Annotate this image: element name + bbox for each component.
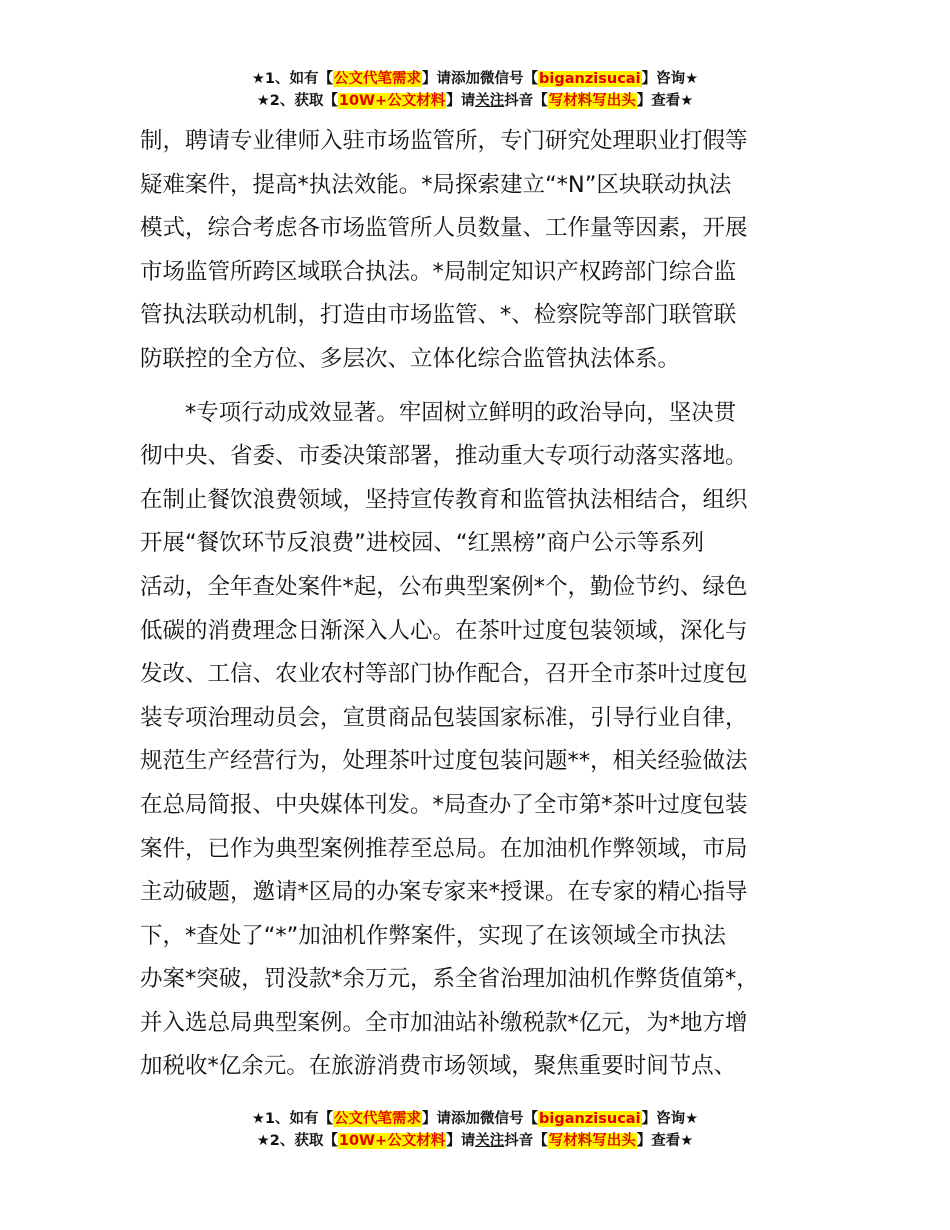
highlight-materials: 10W+公文材料 xyxy=(338,1133,446,1149)
paragraph-2 xyxy=(140,392,840,1090)
text-line: 规范生产经营行为，处理茶叶过度包装问题**，相关经验做法 xyxy=(140,748,748,775)
text-line: 发改、工信、农业农村等部门协作配合，召开全市茶叶过度包 xyxy=(140,661,748,688)
highlight-materials: 10W+公文材料 xyxy=(338,93,446,109)
highlight-service: 公文代笔需求 xyxy=(334,1111,422,1127)
banner-text: 】咨询★ xyxy=(641,71,699,87)
text-line: 主动破题，邀请*区局的办案专家来*授课。在专家的精心指导 xyxy=(140,879,748,906)
text-line: 在制止餐饮浪费领域，坚持宣传教育和监管执法相结合，组织 xyxy=(140,486,748,513)
text-line: 活动，全年查处案件*起，公布典型案例*个，勤俭节约、绿色 xyxy=(140,573,748,600)
document-body xyxy=(140,120,840,1089)
banner-line-2 xyxy=(0,90,950,112)
banner-line-1 xyxy=(0,1108,950,1130)
text-line: 在总局简报、中央媒体刊发。*局查办了全市第*茶叶过度包装 xyxy=(140,791,748,818)
text-line: 开展“餐饮环节反浪费”进校园、“红黑榜”商户公示等系列 xyxy=(140,530,705,557)
banner-text: 】请添加微信号【 xyxy=(422,1111,539,1127)
text-line: 低碳的消费理念日渐深入人心。在茶叶过度包装领域，深化与 xyxy=(140,617,748,644)
footer-banner xyxy=(0,1108,950,1152)
banner-text: ★1、如有【 xyxy=(251,1111,334,1127)
text-line: 制，聘请专业律师入驻市场监管所，专门研究处理职业打假等 xyxy=(140,128,748,154)
banner-text: 】咨询★ xyxy=(641,1111,699,1127)
banner-line-2 xyxy=(0,1130,950,1152)
header-banner xyxy=(0,68,950,112)
highlight-wechat-id: biganzisucai xyxy=(539,1111,641,1127)
text-line: 模式，综合考虑各市场监管所人员数量、工作量等因素，开展 xyxy=(140,215,748,242)
banner-text: ★1、如有【 xyxy=(251,71,334,87)
text-line: 办案*突破，罚没款*余万元，系全省治理加油机作弊货值第*， xyxy=(140,966,759,993)
banner-text: 抖音【 xyxy=(504,93,548,109)
text-line: 下，*查处了“*”加油机作弊案件，实现了在该领域全市执法 xyxy=(140,922,726,949)
highlight-wechat-id: biganzisucai xyxy=(539,71,641,87)
text-line: 彻中央、省委、市委决策部署，推动重大专项行动落实落地。 xyxy=(140,443,748,470)
highlight-douyin: 写材料写出头 xyxy=(548,1133,636,1149)
banner-text: 抖音【 xyxy=(504,1133,548,1149)
banner-text: 】查看★ xyxy=(636,93,694,109)
paragraph-gap xyxy=(140,382,840,392)
text-line: 加税收*亿余元。在旅游消费市场领域，聚焦重要时间节点、 xyxy=(140,1053,737,1080)
banner-text: 】请 xyxy=(446,93,476,109)
highlight-douyin: 写材料写出头 xyxy=(548,93,636,109)
paragraph-1 xyxy=(140,120,840,382)
text-line: 疑难案件，提高*执法效能。*局探索建立“*N”区块联动执法 xyxy=(140,171,732,198)
banner-text: ★2、获取【 xyxy=(256,1133,338,1149)
banner-text: 】查看★ xyxy=(636,1133,694,1149)
banner-text: ★2、获取【 xyxy=(256,93,338,109)
banner-text: 】请 xyxy=(446,1133,476,1149)
banner-line-1 xyxy=(0,68,950,90)
text-line: *专项行动成效显著。牢固树立鲜明的政治导向，坚决贯 xyxy=(140,399,737,426)
underlined-follow: 关注 xyxy=(475,93,505,109)
text-line: 装专项治理动员会，宣贯商品包装国家标准，引导行业自律， xyxy=(140,704,748,731)
text-line: 案件，已作为典型案例推荐至总局。在加油机作弊领域，市局 xyxy=(140,835,748,862)
banner-text: 】请添加微信号【 xyxy=(422,71,539,87)
text-line: 并入选总局典型案例。全市加油站补缴税款*亿元，为*地方增 xyxy=(140,1009,748,1036)
highlight-service: 公文代笔需求 xyxy=(334,71,422,87)
text-line: 市场监管所跨区域联合执法。*局制定知识产权跨部门综合监 xyxy=(140,258,737,285)
underlined-follow: 关注 xyxy=(475,1133,505,1149)
text-line: 防联控的全方位、多层次、立体化综合监管执法体系。 xyxy=(140,345,681,372)
text-line: 管执法联动机制，打造由市场监管、*、检察院等部门联管联 xyxy=(140,302,737,329)
